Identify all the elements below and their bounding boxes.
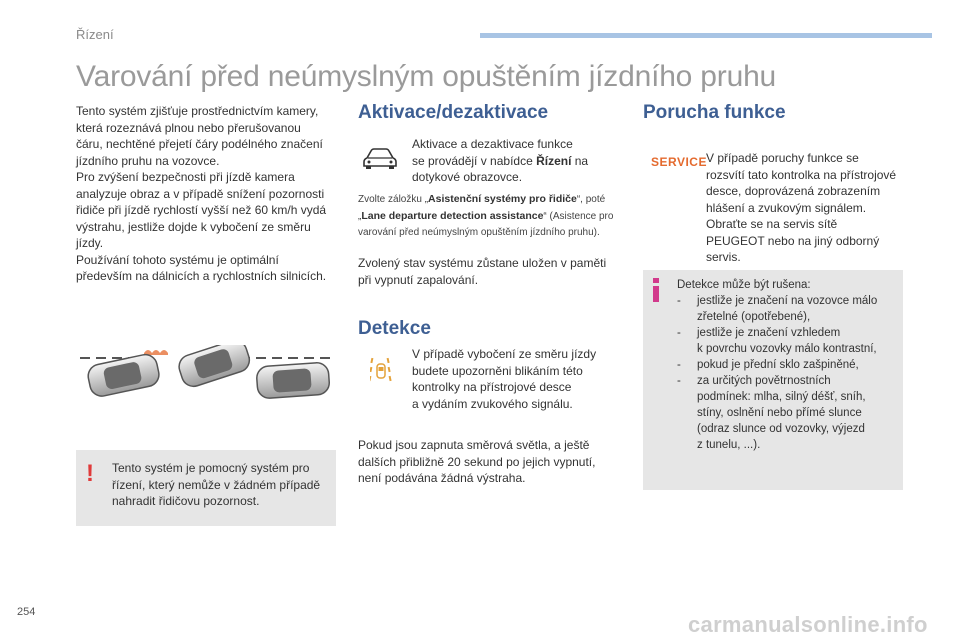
warning-text: Tento systém je pomocný systém pro řízení, který nemůže v žádném případě nahradit řidičovu pozornost. xyxy=(112,461,321,508)
page-title: Varování před neúmyslným opuštěním jízdního pruhu xyxy=(76,60,777,93)
lane-departure-warning-icon xyxy=(370,356,392,386)
warning-icon: ! xyxy=(86,460,94,487)
watermark: carmanualsonline.info xyxy=(688,612,928,637)
heading-porucha: Porucha funkce xyxy=(643,102,786,123)
zvoleny-text: Zvolený stav systému zůstane uložen v paměti při vypnutí zapalování. xyxy=(358,256,607,287)
heading-aktivace: Aktivace/dezaktivace xyxy=(358,102,549,123)
page-number: 254 xyxy=(17,606,36,618)
pokud-text: Pokud jsou zapnuta směrová světla, a ještě dalších přibližně 20 sekund po jejich vypnutí, není podávána žádná výstraha. xyxy=(358,438,596,485)
aktivace-text: Aktivace a dezaktivace funkce se provádějí v nabídce Řízení na dotykové obrazovce. xyxy=(412,137,589,184)
lane-departure-illustration xyxy=(76,345,338,415)
info-intro: Detekce může být rušena: xyxy=(677,279,811,291)
list-item: - jestliže je značení vzhledem k povrchu vozovky málo kontrastní, xyxy=(677,327,877,355)
heading-detekce: Detekce xyxy=(358,318,431,339)
car-icon xyxy=(362,148,398,170)
header-bar xyxy=(480,33,932,38)
info-icon xyxy=(651,278,661,302)
intro-text: Tento systém zjišťuje prostřednictvím kamery, která rozeznává plnou nebo přerušovanou čáru, nechtěné přejetí čáry podélného značení jízdního pruhu na vozovce. Pro zvýšení bezpečnosti při jízdě kamera analyzuje obraz a v případě snížení pozornosti řidiče při jízdě rychlostí vyšší než 60 km/h vydá výstrahu, jestliže dojde k vybočení ze směru jízdy. Používání tohoto systému je optimální především na dálnicích a rychlostních silnicích. xyxy=(76,104,327,283)
zvolte-text: Zvolte záložku „Asistenční systémy pro řidiče“, poté „Lane departure detection assistance“ (Asistence pro varování před neúmyslným opuštěním jízdního pruhu). xyxy=(358,193,614,238)
section-label: Řízení xyxy=(76,27,114,42)
list-item: - pokud je přední sklo zašpiněné, xyxy=(677,359,859,371)
detekce-text: V případě vybočení ze směru jízdy budete upozorněni blikáním této kontrolky na přístrojové desce a vydáním zvukového signálu. xyxy=(412,347,597,411)
service-warning-icon: SERVICE xyxy=(651,155,707,169)
porucha-text: V případě poruchy funkce se rozsvítí tato kontrolka na přístrojové desce, doprovázená zobrazením hlášení a zvukovým signálem. Obraťte se na servis sítě PEUGEOT nebo na jiný odborný servis. xyxy=(706,151,897,264)
list-item: - za určitých povětrnostních podmínek: mlha, silný déšť, sníh, stíny, oslnění nebo přímé slunce (odraz slunce od vozovky, výjezd z tunelu, ...). xyxy=(677,375,866,451)
list-item: - jestliže je značení na vozovce málo zřetelné (opotřebené), xyxy=(677,295,878,323)
